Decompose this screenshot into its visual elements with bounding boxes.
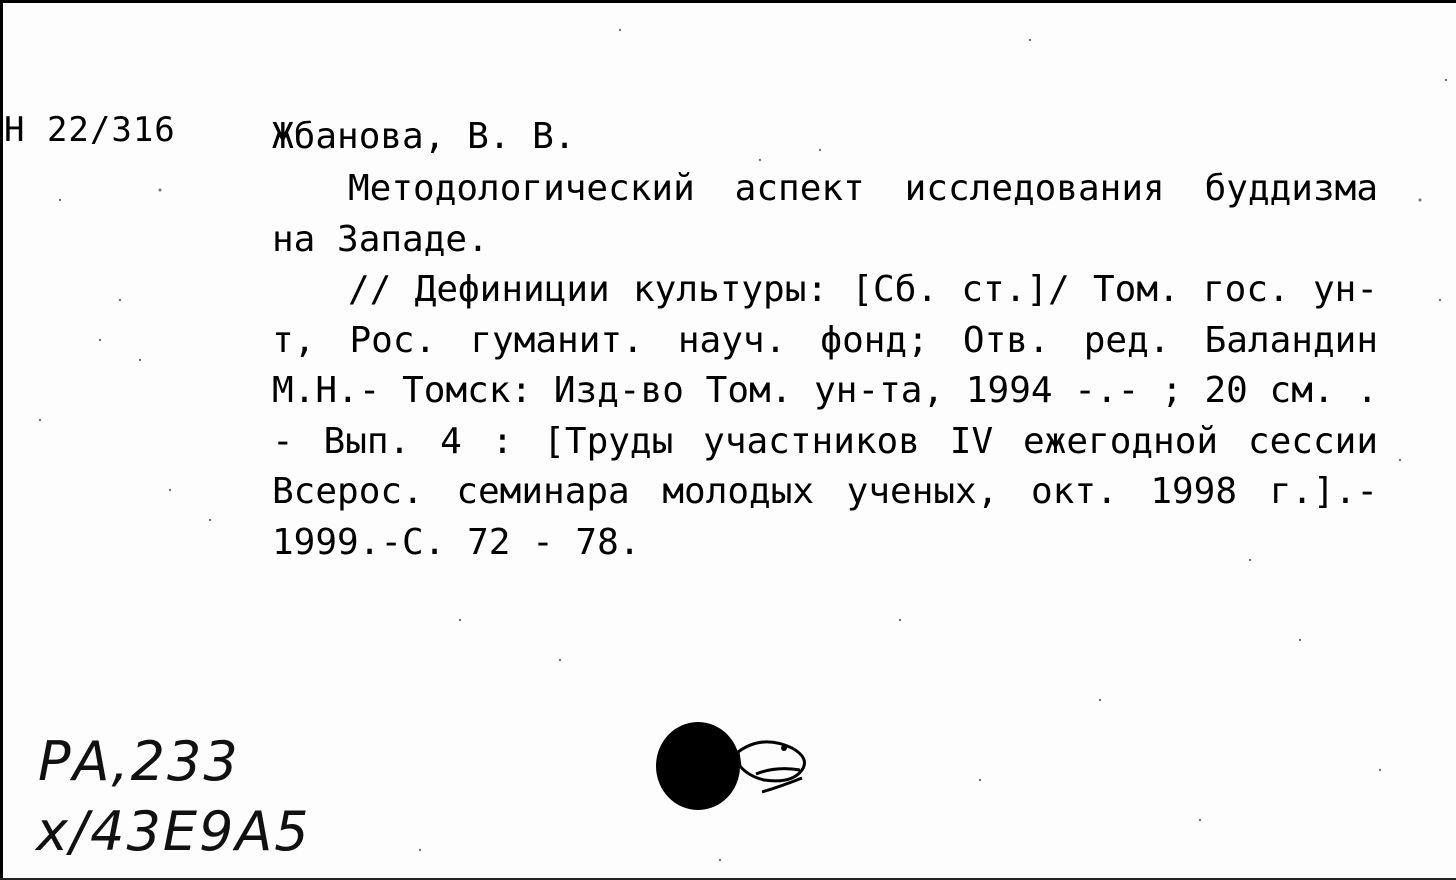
- handwritten-code-1: РА,233: [38, 730, 240, 793]
- title-paragraph: Методологический аспект исследования буддизма на Западе.: [272, 168, 1378, 260]
- card-left-border: [0, 0, 3, 880]
- source-paragraph: // Дефиниции культуры: [Сб. ст.]/ Том. гос. ун-т, Рос. гуманит. науч. фонд; Отв. ред. Баландин М.Н.- Томск: Изд-во Том. ун-та, 1994 -.- ; 20 см. . - Вып. 4 : [Труды участников IV ежегодной сессии Всерос. семинара молодых ученых, окт. 1998 г.].- 1999.-С. 72 - 78.: [272, 269, 1378, 563]
- bibliographic-description: [272, 164, 1378, 568]
- shelf-mark: Н 22/316: [4, 110, 176, 150]
- punch-hole-icon: [652, 718, 812, 818]
- card-top-border: [0, 0, 1456, 3]
- handwritten-code-2: х/43Е9А5: [36, 800, 311, 863]
- author-heading: Жбанова, В. В.: [272, 116, 576, 157]
